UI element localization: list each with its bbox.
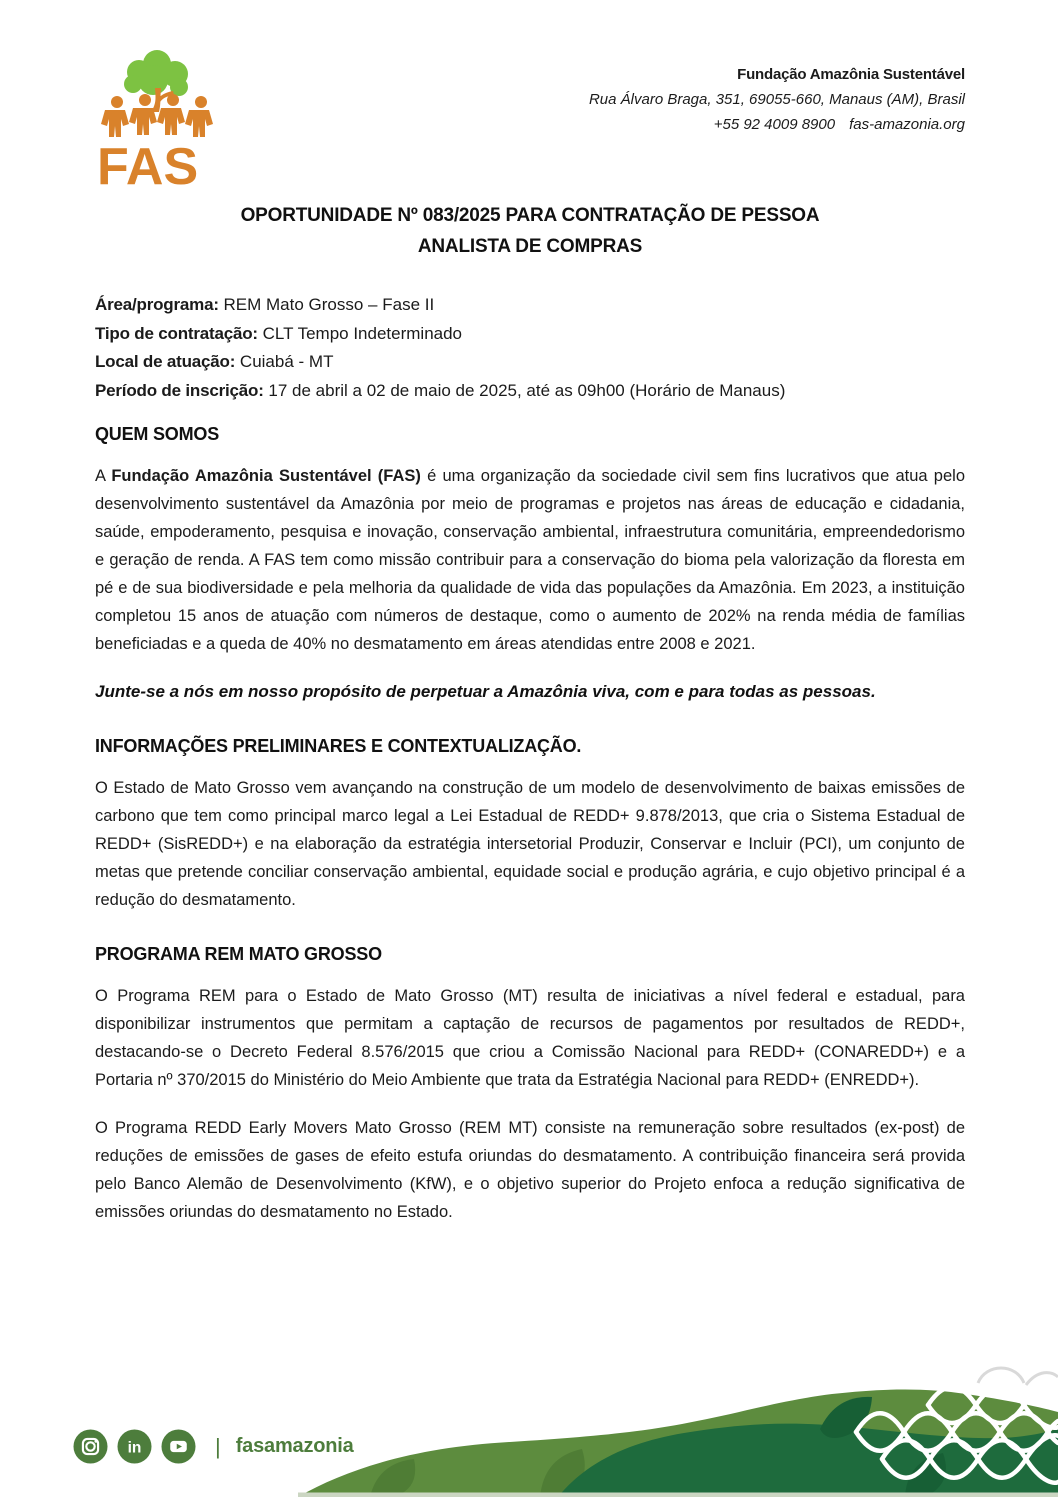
detail-value: REM Mato Grosso – Fase II	[218, 295, 435, 314]
footer-landscape-graphic	[0, 1337, 1058, 1497]
document-title-line2: ANALISTA DE COMPRAS	[417, 236, 643, 257]
paragraph-programa-2: O Programa REDD Early Movers Mato Grosso (REM MT) consiste na remuneração sobre resultados (ex-post) de reduções de emissões de gases de efeito estufa oriundas do desmatamento. A contribuição financeira será provida pelo Banco Alemão de Desenvolvimento (KfW), e o objetivo superior do Projeto enfoca a redução significativa de emissões oriundas do desmatamento no Estado.	[95, 1119, 965, 1221]
tagline: Junte-se a nós em nosso propósito de perpetuar a Amazônia viva, com e para todas as pessoas.	[95, 682, 876, 701]
document-title-line1: OPORTUNIDADE Nº 083/2025 PARA CONTRATAÇÃO DE PESSOA	[240, 205, 820, 226]
paragraph-text: é uma organização da sociedade civil sem fins lucrativos que atua pelo desenvolvimento sustentável da Amazônia por meio de programas e projetos nas áreas de educação e cidadania, saúde, empoderamento, pesquisa e inovação, conservação ambiental, infraestrutura comunitária, empreendedorismo e geração de renda. A FAS tem como missão contribuir para a conservação do bioma pela valorização da floresta em pé e de sua biodiversidade e pela melhoria da qualidade de vida das populações da Amazônia. Em 2023, a instituição completou 15 anos de atuação com números de destaque, como o aumento de 202% na renda média de famílias beneficiadas e a queda de 40% no desmatamento em áreas atendidas entre 2008 e 2021.	[95, 467, 965, 653]
detail-value: Cuiabá - MT	[235, 352, 334, 371]
opportunity-details	[95, 291, 965, 405]
org-phone: +55 92 4009 8900	[713, 116, 836, 133]
detail-label: Área/programa:	[95, 295, 219, 314]
section-heading-informacoes: INFORMAÇÕES PRELIMINARES E CONTEXTUALIZAÇÃO.	[95, 736, 582, 756]
org-website: fas-amazonia.org	[849, 116, 965, 133]
detail-label: Período de inscrição:	[95, 380, 264, 400]
paragraph-programa-1: O Programa REM para o Estado de Mato Grosso (MT) resulta de iniciativas a nível federal e estadual, para disponibilizar instrumentos que permitam a captação de recursos de pagamentos por resultados de REDD+, destacando-se o Decreto Federal 8.576/2015 que criou a Comissão Nacional para REDD+ (CONAREDD+) e a Portaria nº 370/2015 do Ministério do Meio Ambiente que trata da Estratégia Nacional para REDD+ (ENREDD+).	[95, 987, 965, 1089]
footer-separator: |	[215, 1433, 221, 1459]
instagram-icon[interactable]	[73, 1429, 108, 1464]
fas-logo-icon	[95, 42, 230, 192]
detail-area-programa	[95, 291, 965, 320]
header-contact-block	[589, 62, 965, 137]
org-address: Rua Álvaro Braga, 351, 69055-660, Manaus (AM), Brasil	[588, 91, 965, 108]
detail-label: Local de atuação:	[95, 352, 236, 371]
fas-logo	[95, 42, 230, 192]
detail-periodo-inscricao	[95, 377, 965, 406]
footer-handle: fasamazonia	[235, 1434, 354, 1457]
org-name: Fundação Amazônia Sustentável	[737, 66, 965, 83]
paragraph-informacoes: O Estado de Mato Grosso vem avançando na construção de um modelo de desenvolvimento de baixas emissões de carbono que tem como principal marco legal a Lei Estadual de REDD+ 9.878/2013, que cria o Sistema Estadual de REDD+ (SisREDD+) e na elaboração da estratégia intersetorial Produzir, Conservar e Incluir (PCI), um conjunto de metas que pretende conciliar conservação ambiental, equidade social e produção agrária, e cujo objetivo principal é a redução do desmatamento.	[95, 779, 965, 909]
detail-tipo-contratacao	[95, 320, 965, 349]
paragraph-quem-somos	[95, 462, 965, 658]
section-heading-programa-rem: PROGRAMA REM MATO GROSSO	[95, 944, 382, 964]
detail-local-atuacao	[95, 348, 965, 377]
footer-social-row	[73, 1428, 354, 1464]
footer-bottom-strip	[298, 1493, 1058, 1497]
section-heading-quem-somos: QUEM SOMOS	[95, 424, 220, 444]
youtube-icon[interactable]	[161, 1429, 196, 1464]
linkedin-icon[interactable]	[117, 1429, 152, 1464]
fas-logo-text: FAS	[97, 138, 199, 192]
document-title	[95, 200, 965, 262]
detail-value: 17 de abril a 02 de maio de 2025, até as 09h00 (Horário de Manaus)	[263, 380, 786, 400]
linkedin-glyph: in	[127, 1438, 142, 1456]
detail-label: Tipo de contratação:	[95, 323, 258, 343]
detail-value: CLT Tempo Indeterminado	[257, 323, 463, 343]
paragraph-bold-text: Fundação Amazônia Sustentável (FAS)	[111, 467, 421, 485]
paragraph-text: A	[95, 467, 112, 485]
document-body	[95, 420, 965, 1246]
